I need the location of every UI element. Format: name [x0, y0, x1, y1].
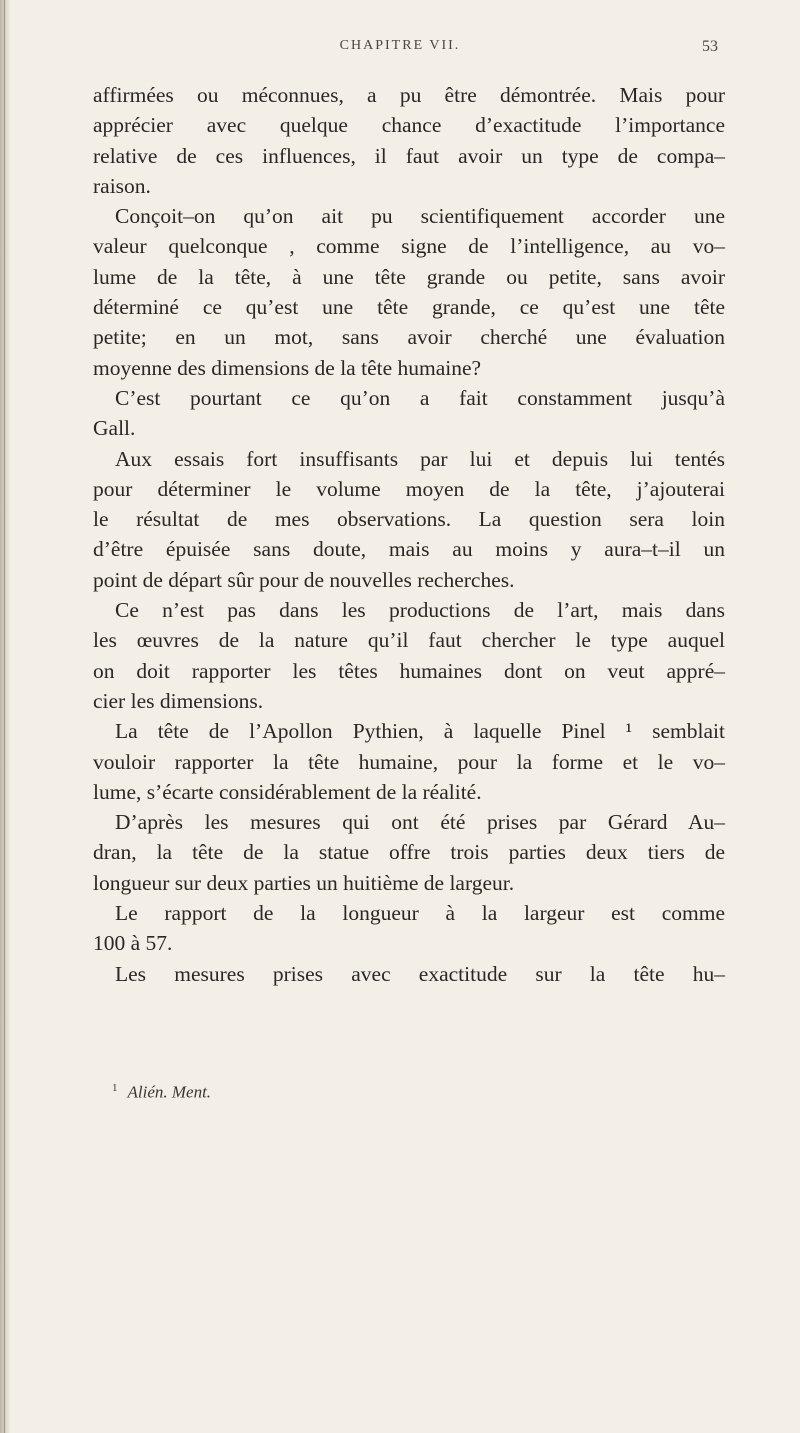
text-line: apprécier avec quelque chance d’exactitude l’importance [93, 113, 725, 138]
text-line: moyenne des dimensions de la tête humaine? [93, 355, 482, 380]
page-number: 53 [702, 38, 718, 55]
text-line: le résultat de mes observations. La question sera loin [93, 507, 725, 532]
text-line: Ce n’est pas dans les productions de l’art, mais dans [115, 598, 725, 623]
text-line: affirmées ou méconnues, a pu être démontrée. Mais pour [93, 83, 725, 107]
page-header [0, 38, 800, 62]
running-head: CHAPITRE VII. [339, 38, 461, 53]
text-line: C’est pourtant ce qu’on a fait constamment jusqu’à [115, 385, 725, 410]
text-line: Aux essais fort insuffisants par lui et depuis lui tentés [115, 446, 725, 471]
text-line: petite; en un mot, sans avoir cherché une évaluation [93, 325, 725, 350]
text-line: Le rapport de la longueur à la largeur est comme [115, 901, 725, 926]
text-line: Conçoit–on qu’on ait pu scientifiquement accorder une [115, 204, 725, 229]
text-line: on doit rapporter les têtes humaines dont on veut appré– [93, 658, 725, 683]
text-line: pour déterminer le volume moyen de la tête, j’ajouterai [93, 476, 725, 501]
text-line: relative de ces influences, il faut avoir un type de compa– [93, 143, 725, 168]
book-binding-edge [0, 0, 10, 1433]
text-line: D’après les mesures qui ont été prises par Gérard Au– [115, 810, 725, 835]
text-line: d’être épuisée sans doute, mais au moins y aura–t–il un [93, 537, 725, 562]
text-line: dran, la tête de la statue offre trois parties deux tiers de [93, 840, 725, 865]
text-line: déterminé ce qu’est une tête grande, ce qu’est une tête [93, 295, 725, 320]
text-line: les œuvres de la nature qu’il faut chercher le type auquel [93, 628, 725, 653]
text-line: Gall. [93, 416, 136, 441]
text-line: point de départ sûr pour de nouvelles recherches. [93, 567, 515, 592]
text-line: 100 à 57. [93, 931, 173, 956]
text-line: cier les dimensions. [93, 688, 264, 713]
text-line: Les mesures prises avec exactitude sur la tête hu– [115, 961, 725, 986]
text-line: La tête de l’Apollon Pythien, à laquelle Pinel ¹ semblait [115, 719, 725, 744]
text-line: longueur sur deux parties un huitième de largeur. [93, 870, 515, 895]
body-text [93, 80, 725, 989]
text-line: lume, s’écarte considérablement de la réalité. [93, 779, 482, 804]
text-line: valeur quelconque , comme signe de l’intelligence, au vo– [93, 234, 725, 259]
footnote-text: Alién. Ment. [127, 1082, 212, 1102]
text-line: lume de la tête, à une tête grande ou petite, sans avoir [93, 264, 725, 289]
text-line: raison. [93, 173, 151, 198]
footnote-marker: 1 [112, 1082, 118, 1094]
footnote [112, 1082, 211, 1103]
text-line: vouloir rapporter la tête humaine, pour la forme et le vo– [93, 749, 725, 774]
